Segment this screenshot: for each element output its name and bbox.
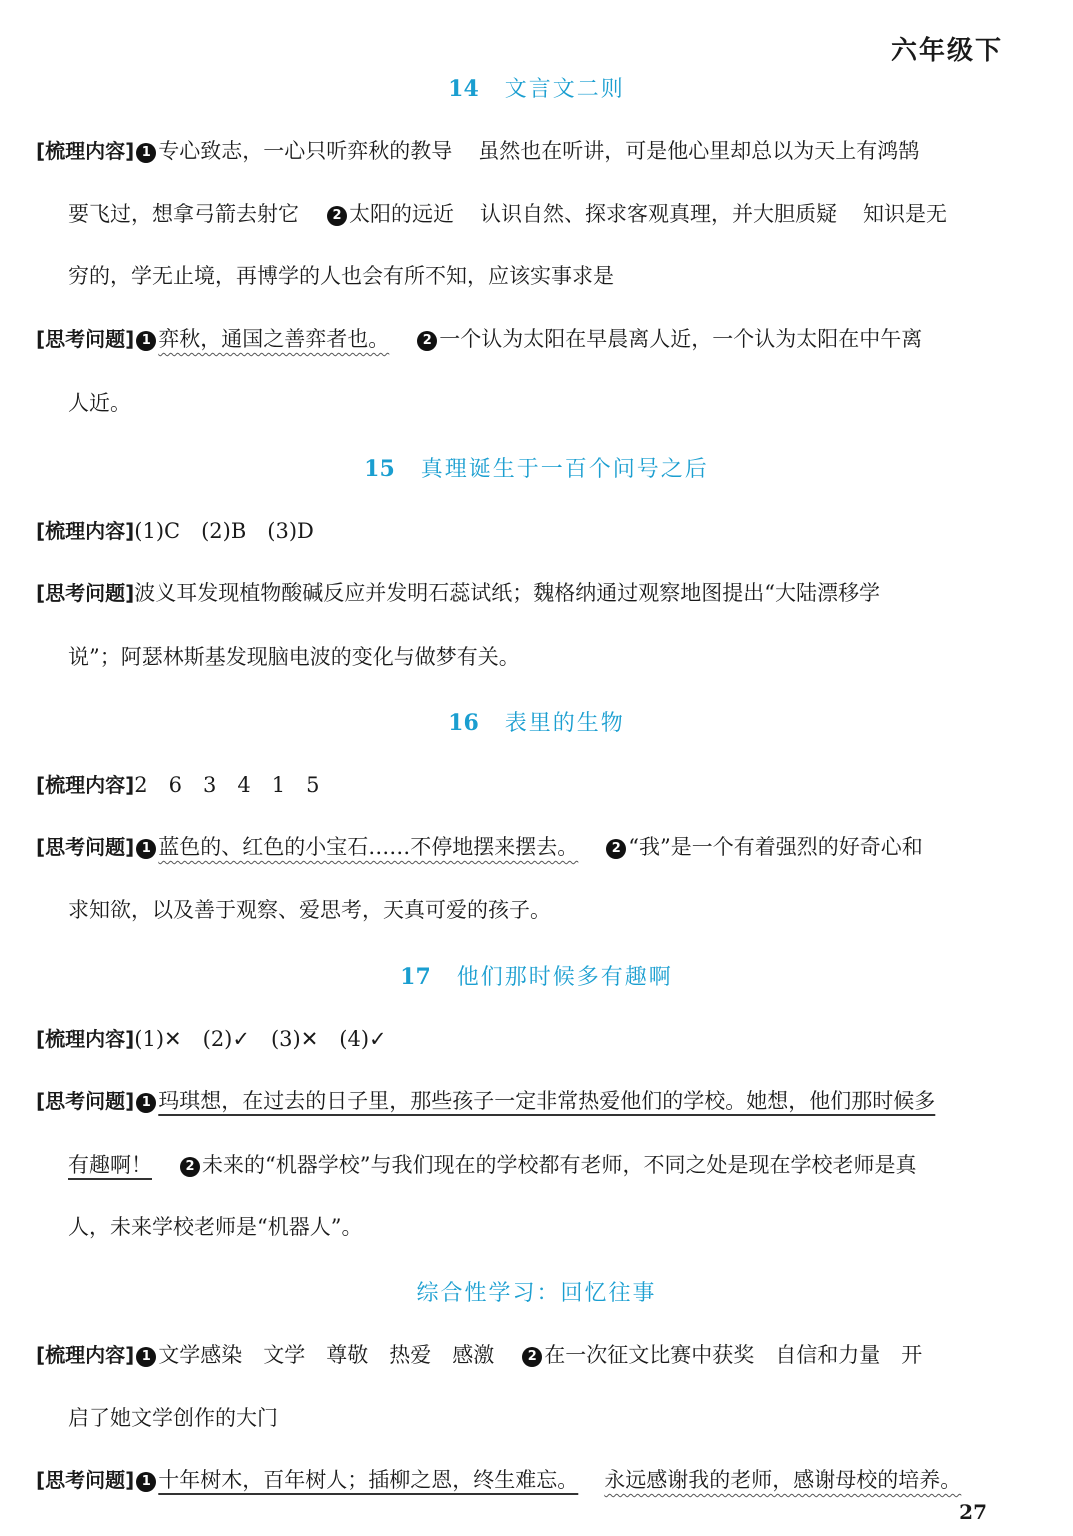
circled-two-icon: 2 [327,206,347,226]
sec17-line-2 [36,1086,1007,1116]
page-number: 27 [959,1500,987,1524]
label-sikao: [思考问题] [36,327,135,351]
circled-one-icon: 1 [136,1472,156,1492]
circled-one-icon: 1 [136,1347,156,1367]
underlined-text: 蓝色的、红色的小宝石……不停地摆来摆去。 [158,835,579,859]
section-heading-17 [0,960,1073,991]
zh-line-3 [36,1465,1007,1495]
label-shuli: [梳理内容] [36,519,135,543]
underlined-text: 玛琪想，在过去的日子里，那些孩子一定非常热爱他们的学校。她想，他们那时候多 [158,1089,936,1113]
sec17-line-1 [36,1024,1007,1054]
circled-one-icon: 1 [136,839,156,859]
sec17-line-4: 人，未来学校老师是“机器人”。 [68,1215,363,1239]
section-heading-16 [0,706,1073,737]
circled-two-icon: 2 [522,1347,542,1367]
text: “我”是一个有着强烈的好奇心和 [628,835,923,859]
label-shuli: [梳理内容] [36,773,135,797]
zh-line-1 [36,1340,1007,1370]
sec15-line-2 [36,578,1007,608]
label-shuli: [梳理内容] [36,1343,135,1367]
section-title: 真理诞生于一百个问号之后 [420,457,709,482]
section-title: 综合性学习：回忆往事 [416,1281,657,1306]
sec15-line-3: 说”；阿瑟林斯基发现脑电波的变化与做梦有关。 [68,645,520,669]
label-sikao: [思考问题] [36,581,135,605]
underlined-text: 永远感谢我的老师，感谢母校的培养。 [604,1468,962,1492]
text: (1)✕ (2)✓ (3)✕ (4)✓ [134,1027,387,1051]
label-sikao: [思考问题] [36,1468,135,1492]
text: 知识是无 [863,202,947,226]
sec15-line-1 [36,516,1007,546]
text: 要飞过，想拿弓箭去射它 [68,202,299,226]
sec14-line-4 [36,324,1007,354]
section-number: 15 [364,456,395,482]
circled-two-icon: 2 [606,839,626,859]
section-number: 14 [448,76,479,102]
text: 未来的“机器学校”与我们现在的学校都有老师，不同之处是现在学校老师是真 [202,1153,917,1177]
label-shuli: [梳理内容] [36,1027,135,1051]
circled-two-icon: 2 [417,331,437,351]
sec16-line-2 [36,832,1007,862]
section-number: 16 [448,710,479,736]
section-heading-14 [0,72,1073,103]
sec16-line-3: 求知欲，以及善于观察、爱思考，天真可爱的孩子。 [68,898,551,922]
circled-one-icon: 1 [136,331,156,351]
section-title: 他们那时候多有趣啊 [456,965,673,990]
grade-label: 六年级下 [890,36,1003,66]
text: 2 6 3 4 1 5 [134,773,320,797]
label-sikao: [思考问题] [36,835,135,859]
section-heading-15 [0,452,1073,483]
section-title: 表里的生物 [504,711,625,736]
underlined-text: 弈秋，通国之善弈者也。 [158,327,390,351]
sec16-line-1 [36,770,1007,800]
sec14-line-5: 人近。 [68,391,131,415]
underlined-text: 有趣啊！ [68,1153,152,1177]
section-title: 文言文二则 [504,77,625,102]
circled-two-icon: 2 [180,1157,200,1177]
sec14-line-3: 穷的，学无止境，再博学的人也会有所不知，应该实事求是 [68,264,614,288]
underlined-text: 十年树木，百年树人；插柳之恩，终生难忘。 [158,1468,579,1492]
text: 一个认为太阳在早晨离人近，一个认为太阳在中午离 [439,327,923,351]
text: 专心致志，一心只听弈秋的教导 [158,139,453,163]
label-sikao: [思考问题] [36,1089,135,1113]
text: 认识自然、探求客观真理，并大胆质疑 [480,202,837,226]
section-number: 17 [400,964,431,990]
circled-one-icon: 1 [136,1093,156,1113]
zh-line-2: 启了她文学创作的大门 [68,1406,278,1430]
section-heading-comprehensive [0,1276,1073,1307]
text: (1)C (2)B (3)D [134,519,314,543]
sec14-line-1 [36,136,1007,166]
circled-one-icon: 1 [136,143,156,163]
sec17-line-3 [68,1150,1007,1180]
text: 虽然也在听讲，可是他心里却总以为天上有鸿鹄 [478,139,920,163]
text: 波义耳发现植物酸碱反应并发明石蕊试纸；魏格纳通过观察地图提出“大陆漂移学 [134,581,881,605]
text: 在一次征文比赛中获奖 自信和力量 开 [544,1343,923,1367]
sec14-line-2 [68,199,1007,229]
text: 太阳的远近 [349,202,454,226]
text: 文学感染 文学 尊敬 热爱 感激 [158,1343,495,1367]
label-shuli: [梳理内容] [36,139,135,163]
